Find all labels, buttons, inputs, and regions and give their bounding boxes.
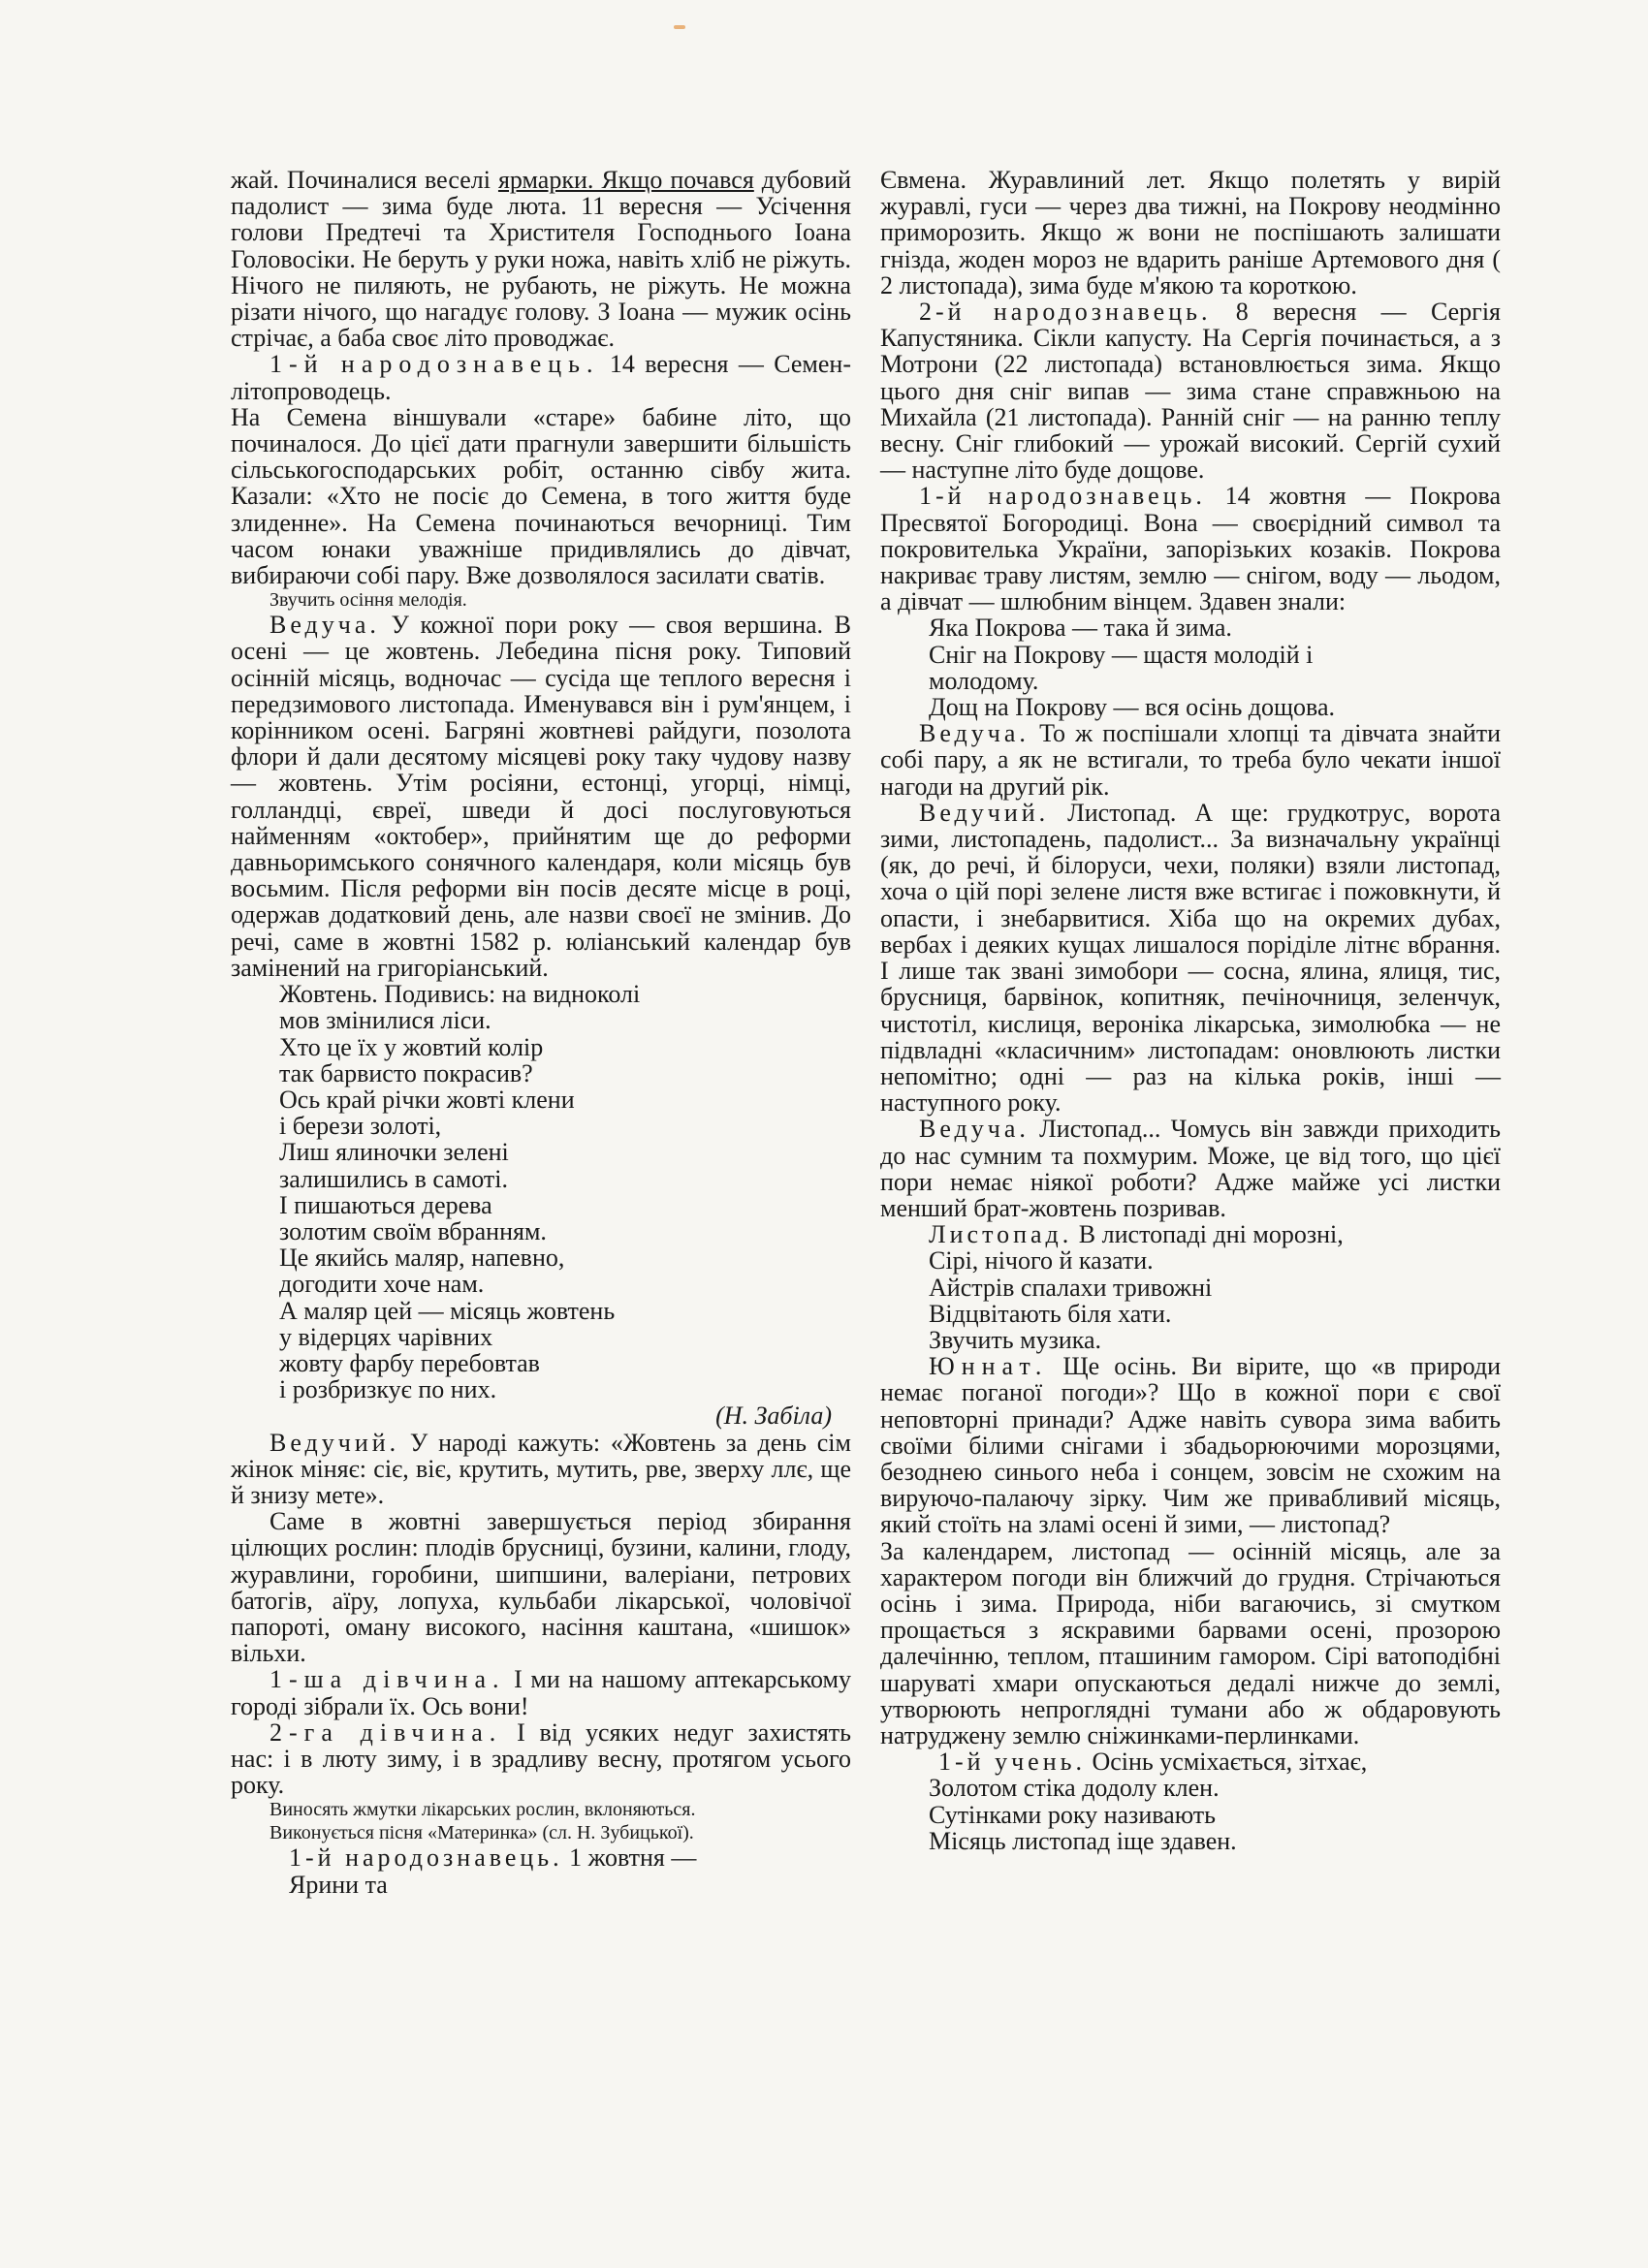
poem-line: Хто це їх у жовтий колір (279, 1032, 544, 1061)
paragraph: Ведуча. У кожної пори року — своя вершина. В осені — це жовтень. Лебедина пісня року. Типовий осінній місяць, водночас — сусіда ще теплого вересня і передзимового листопада. Именувався він і рум'янцем, і корінником осені. Багряні жовтневі райдуги, позолота флори й дали десятому місяцеві року таку чудову назву — жовтень. Утім росіяни, естонці, угорці, німці, голландці, євреї, шведи й досі послуговуються найменням «октобер», прийнятим ще до реформи давньоримського сонячного календаря, коли місяць був восьмим. Після реформи він посів десяте місце в році, одержав додатковий день, але назви своєї не змінив. До речі, саме в жовтні 1582 р. юліанський календар був замінений на григоріанський. (231, 611, 851, 982)
speaker: 2-га дівчина. (269, 1717, 503, 1747)
paragraph: Ведучий. У народі кажуть: «Жовтень за день сім жінок міняє: сіє, віє, крутить, мутить, рве, зверху ллє, ще й знизу мете». (231, 1428, 851, 1509)
poem-line: мов змінилися ліси. (279, 1006, 491, 1035)
poem (231, 981, 851, 1402)
underlined-text: ярмарки. Якщо почався (497, 166, 754, 194)
poem-line: і розбризкує по них. (279, 1375, 497, 1404)
paragraph: Ведуча. Листопад... Чомусь він завжди приходить до нас сумним та похмурим. Може, це від того, що цієї пори немає ніякої роботи? Адже майже усі листки менший брат-жовтень позривав. (880, 1115, 1501, 1222)
poem-line: Жовтень. Подивись: на видноколі (279, 980, 641, 1009)
speaker: 1-й народознавець. (919, 482, 1206, 511)
paragraph: Саме в жовтні завершується період збирання цілющих рослин: плодів брусниці, бузини, калини, глоду, журавлини, горобини, шипшини, валеріани, петрових батогів, аїру, лопуха, кульбаби лікарської, чоловічої папороті, оману високого, насіння каштана, «шишок» вільхи. (231, 1507, 851, 1668)
poem-line: Ось край річки жовті клени (279, 1085, 575, 1114)
poem (880, 1748, 1501, 1854)
speaker: 1-й народознавець. (269, 350, 600, 379)
speaker: 1-ша дівчина. (269, 1665, 506, 1694)
left-column (231, 167, 851, 1898)
poem-line: так барвисто покрасив? (279, 1058, 533, 1087)
poem-line: жовту фарбу перебовтав (279, 1348, 540, 1377)
speaker: Листопад. (929, 1220, 1073, 1249)
stage-direction: Виконується пісня «Материнка» (сл. Н. Зубицької). (269, 1822, 694, 1844)
stage-direction: Виносять жмутки лікарських рослин, вклоняються. (269, 1799, 696, 1821)
speaker: Юннат. (929, 1352, 1049, 1381)
poem-line: Місяць листопад іще здавен. (929, 1826, 1237, 1855)
poem-line: Сутінками року називають (929, 1800, 1217, 1829)
paragraph: Ярини та (289, 1870, 388, 1899)
right-column (880, 167, 1501, 1854)
paragraph: Ведучий. Листопад. А ще: грудкотрус, ворота зими, листопадень, падолист... За визначальну українці (як, до речі, й білоруси, чехи, поляки) взяли листопад, хоча о цій порі зелене листя вже встигає і пожовкнути, й опасти, і знебарвитися. Хіба що на окремих дубах, вербах і деяких кущах лишалося поріділе літнє вбрання. І лише так звані зимобори — сосна, ялина, ялиця, тис, брусниця, барвінок, копитняк, печіночниця, зеленчук, чистотіл, кислиця, вероніка лікарська, зимолюбка — не підвладні «класичним» листопадам: оновлюють листки непомітно; одні — раз на кілька років, інші — наступного року. (880, 798, 1501, 1118)
stage-direction: Звучить осіння мелодія. (269, 589, 467, 612)
saying-line: Дощ на Покрову — вся осінь дощова. (929, 693, 1336, 722)
speaker: Ведучий. (919, 798, 1050, 827)
poem-line: Листопад. В листопаді дні морозні, (929, 1220, 1344, 1249)
scan-mark (674, 25, 685, 29)
saying-line: Сніг на Покрову — щастя молодій і (929, 640, 1314, 669)
speaker: 1-й учень. (938, 1748, 1086, 1777)
poem-line: Відцвітають біля хати. (929, 1299, 1172, 1328)
speaker: Ведуча. (919, 1115, 1030, 1144)
poem-line: і берези золоті, (279, 1112, 442, 1141)
poem-line: золотим своїм вбранням. (279, 1216, 547, 1245)
paragraph: Ведуча. То ж поспішали хлопці та дівчата знайти собі пару, а як не встигали, то треба було чекати іншої нагоди на другий рік. (880, 719, 1501, 801)
poem-line: залишились в самоті. (279, 1164, 509, 1193)
paragraph: На Семена віншували «старе» бабине літо, що починалося. До цієї дати прагнули завершити більшість сільськогосподарських робіт, останню сівбу жита. Казали: «Хто не посіє до Семена, в того життя буде злиденне». На Семена починаються вечорниці. Тим часом юнаки уважніше придивлялись до дівчат, вибираючи собі пару. Вже дозволялося засилати сватів. (231, 402, 851, 590)
poem-line: Сірі, нічого й казати. (929, 1246, 1154, 1276)
poem-line: Айстрів спалахи тривожні (929, 1273, 1213, 1302)
paragraph: Юннат. Ще осінь. Ви вірите, що «в природи немає поганої погоди»? Що в кожної пори є свої неповторні принади? Адже навіть сувора зима вабить своїми білими снігами і збадьорюючими морозцями, безоднею синього неба і сонцем, зовсім не схожим на вируючо-палаючу зірку. Чим же привабливий місяць, який стоїть на зламі осені й зими, — листопад? (880, 1352, 1501, 1539)
saying-line: молодому. (929, 666, 1039, 695)
poem-line: Золотом стіка додолу клен. (929, 1774, 1220, 1803)
poem-line: у відерцях чарівних (279, 1322, 493, 1351)
speaker: Ведуча. (919, 719, 1030, 748)
speaker: Жовтень. (279, 980, 378, 1009)
saying-line: Яка Покрова — така й зима. (929, 614, 1232, 643)
paragraph: 1-й народознавець. 1 жовтня — (289, 1843, 697, 1873)
poem-line: Це якийсь маляр, напевно, (279, 1244, 565, 1273)
paragraph: жай. Починалися веселі ярмарки. Якщо почався дубовий падолист — зима буде люта. 11 вересня — Усічення голови Предтечі та Христителя Господнього Іоана Головосіки. Не беруть у руки ножа, навіть хліб не ріжуть. Нічого не пиляють, не рубають, не ріжуть. Не можна різати нічого, що нагадує голову. З Іоана — мужик осінь стрічає, а баба своє літо проводжає. (231, 166, 852, 353)
poem-line: І пишаються дерева (279, 1190, 492, 1219)
stage-direction: Звучить музика. (929, 1325, 1102, 1354)
speaker: Ведуча. (269, 611, 380, 640)
paragraph: 1-ша дівчина. І ми на нашому аптекарському городі зібрали їх. Ось вони! (231, 1665, 852, 1720)
speaker: 2-й народознавець. (919, 298, 1212, 327)
poem-line: А маляр цей — місяць жовтень (279, 1296, 616, 1325)
speaker: 1-й народознавець. (289, 1843, 563, 1873)
paragraph: За календарем, листопад — осінній місяць, але за характером погоди він ближчий до грудня. Стрічаються осінь і зима. Природа, ніби вагаючись, зі смутком прощається з яскравими барвами осені, прозорою далечінню, теплом, пташиним гамором. Сірі ватоподібні шаруваті хмари опускаються дедалі нижче до землі, утворюють непроглядні тумани або ж обдаровують натруджену землю сніжинками-перлинками. (880, 1536, 1501, 1749)
paragraph: 1-й народознавець. 14 жовтня — Покрова Пресвятої Богородиці. Вона — своєрідний символ та покровителька України, запорізьких козаків. Покрова накриває траву листям, землю — снігом, воду — льодом, а дівчат — шлюбним вінцем. Здавен знали: (880, 482, 1501, 616)
paragraph: 2-га дівчина. І від усяких недуг захистять нас: і в люту зиму, і в зрадливу весну, протягом усього року. (231, 1717, 851, 1800)
poem-line: 1-й учень. Осінь усміхається, зітхає, (938, 1748, 1368, 1777)
poem-line: догодити хоче нам. (279, 1270, 485, 1299)
saying (880, 614, 1501, 720)
paragraph: 2-й народознавець. 8 вересня — Сергія Капустяника. Сікли капусту. На Сергія починається, а з Мотрони (22 листопада) встановлюється зима. Якщо цього дня сніг випав — зима стане справжньою на Михайла (21 листопада). Ранній сніг — на ранню теплу весну. Сніг глибокий — урожай високий. Сергій сухий — наступне літо буде дощове. (880, 298, 1502, 485)
poem-author: (Н. Забіла) (715, 1402, 832, 1431)
poem-line: Лиш ялиночки зелені (279, 1138, 509, 1167)
paragraph: 1-й народознавець. 14 вересня — Семен-літопроводець. (231, 350, 851, 405)
paragraph: Євмена. Журавлиний лет. Якщо полетять у вирій журавлі, гуси — через два тижні, на Покрову неодмінно приморозить. Якщо ж вони не поспішають залишати гнізда, жоден мороз не вдарить раніше Артемового дня ( 2 листопада), зима буде м'якою та короткою. (880, 166, 1501, 299)
poem (880, 1221, 1501, 1353)
speaker: Ведучий. (269, 1428, 400, 1457)
